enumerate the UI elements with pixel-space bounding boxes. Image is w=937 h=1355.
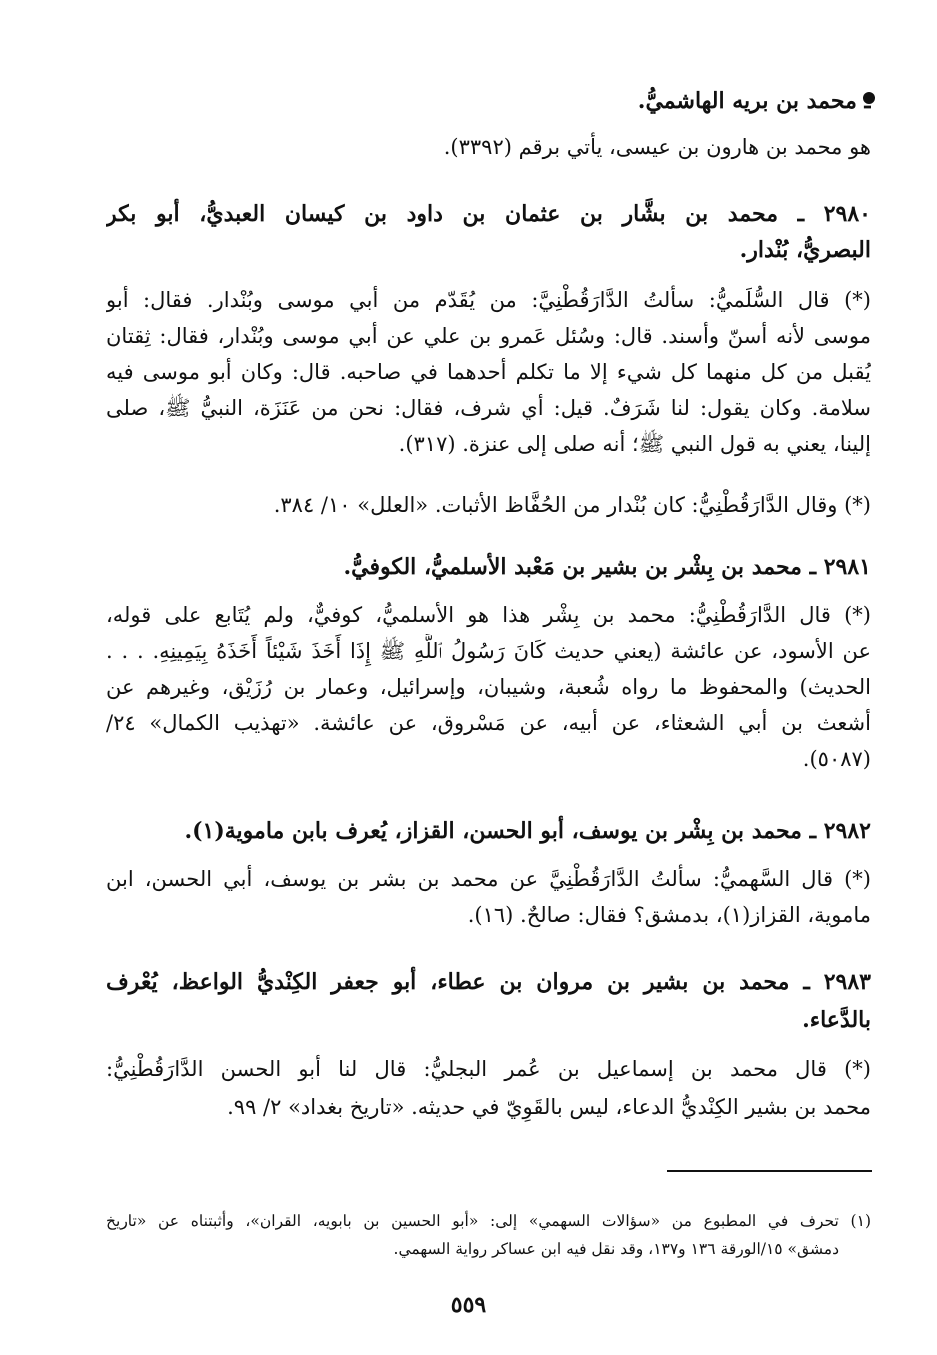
- paragraph-line: أشعث بن أبي الشعثاء، عن أبيه، عن مَسْروق، عن عائشة. «تهذيب الكمال» ٢٤/: [106, 711, 871, 735]
- paragraph-line: ماموية، القزاز(١)، بدمشق؟ فقال: صالحٌ. (١٦).: [467, 903, 871, 927]
- paragraph-line: (*) قال محمد بن إسماعيل بن عُمر البجليُّ: قال لنا أبو الحسن الدَّارَقُطْنِيُّ:: [106, 1057, 871, 1081]
- heading-line: ـ محمد بن بريه الهاشميُّ.: [637, 88, 871, 114]
- heading-line: ٢٩٨٣ ـ محمد بن بشير بن مروان بن عطاء، أبو جعفر الكِنْديُّ الواعظ، يُعْرف: [106, 969, 871, 995]
- paragraph-line: موسى لأنه أسنّ وأسند. قال: وسُئل عَمرو بن علي عن أبي موسى وبُنْدار، فقال: ثِقتان: [106, 324, 871, 348]
- footnote-divider: [667, 1170, 872, 1172]
- paragraph-line: عن الأسود، عن عائشة (يعني حديث كَانَ رَسُولُ ٱللَّهِ ﷺ إِذَا أَخَذَ شَيْئاً أَخَذَهُ بِيَمِينِهِ. . . .: [106, 639, 871, 663]
- paragraph-line: سلامة. وكان يقول: لنا شَرَفٌ. قيل: أي شرف، فقال: نحن من عَنَزَة، النبيُّ ﷺ، صلى: [106, 396, 871, 420]
- heading-line: ٢٩٨٢ ـ محمد بن بِشْر بن يوسف، أبو الحسن، القزاز، يُعرف بابن ماموية(١).: [184, 818, 871, 844]
- page-number: ٥٥٩: [450, 1292, 487, 1318]
- heading-line: ٢٩٨١ ـ محمد بن بِشْر بن بشير بن مَعْبد الأسلميُّ، الكوفيُّ.: [343, 554, 871, 580]
- paragraph-line: (*) قال السُّلَميُّ: سألتُ الدَّارَقُطْنِيَّ: من يُقَدّم من أبي موسى وبُنْدار. فقال: أبو: [106, 288, 871, 312]
- footnote-line: (١) تحرف في المطبوع من «سؤالات السهمي» إلى: «أبو الحسين بن بابويه، القران»، وأثبتناه عن «تاريخ: [106, 1212, 871, 1230]
- paragraph-line: (*) وقال الدَّارَقُطْنِيُّ: كان بُنْدار من الحُفَّاظ الأثبات. «العلل» ١٠/ ٣٨٤.: [273, 493, 871, 517]
- paragraph-line: محمد بن بشير الكِنْديُّ الدعاء، ليس بالقَوِيّ في حديثه. «تاريخ بغداد» ٢/ ٩٩.: [227, 1095, 871, 1119]
- paragraph-line: يُقبل من كل منهما كل شيء إلا ما تكلم أحدهما في صاحبه. قال: وكان أبو موسى فيه: [106, 360, 871, 384]
- paragraph-line: إلينا، يعني به قول النبي ﷺ؛ أنه صلى إلى عنزة. (٣١٧).: [398, 432, 871, 456]
- footnote-line: دمشق» ١٥/الورقة ١٣٦ و١٣٧، وقد نقل فيه ابن عساكر رواية السهمي.: [393, 1240, 839, 1258]
- paragraph-line: (٥٠٨٧).: [802, 747, 871, 771]
- heading-line: ٢٩٨٠ ـ محمد بن بشَّار بن عثمان بن داود بن كيسان العبديُّ، أبو بكر: [106, 201, 871, 227]
- paragraph-line: (*) قال الدَّارَقُطْنِيُّ: محمد بن بِشْر هذا هو الأسلميُّ، كوفيٌّ، ولم يُتَابع على قوله،: [106, 603, 871, 627]
- heading-line: البصريُّ، بُنْدار.: [739, 237, 871, 263]
- paragraph-line: (*) قال السَّهميُّ: سألتُ الدَّارَقُطْنِيَّ عن محمد بن بشر بن يوسف، أبي الحسن، ابن: [106, 867, 871, 891]
- paragraph-line: هو محمد بن هارون بن عيسى، يأتي برقم (٣٣٩٢).: [443, 135, 871, 159]
- paragraph-line: الحديث) والمحفوظ ما رواه شُعبة، وشيبان، وإسرائيل، وعمار بن رُزَيْق، وغيرهم عن: [106, 675, 871, 699]
- heading-line: بالدَّعاء.: [802, 1007, 871, 1033]
